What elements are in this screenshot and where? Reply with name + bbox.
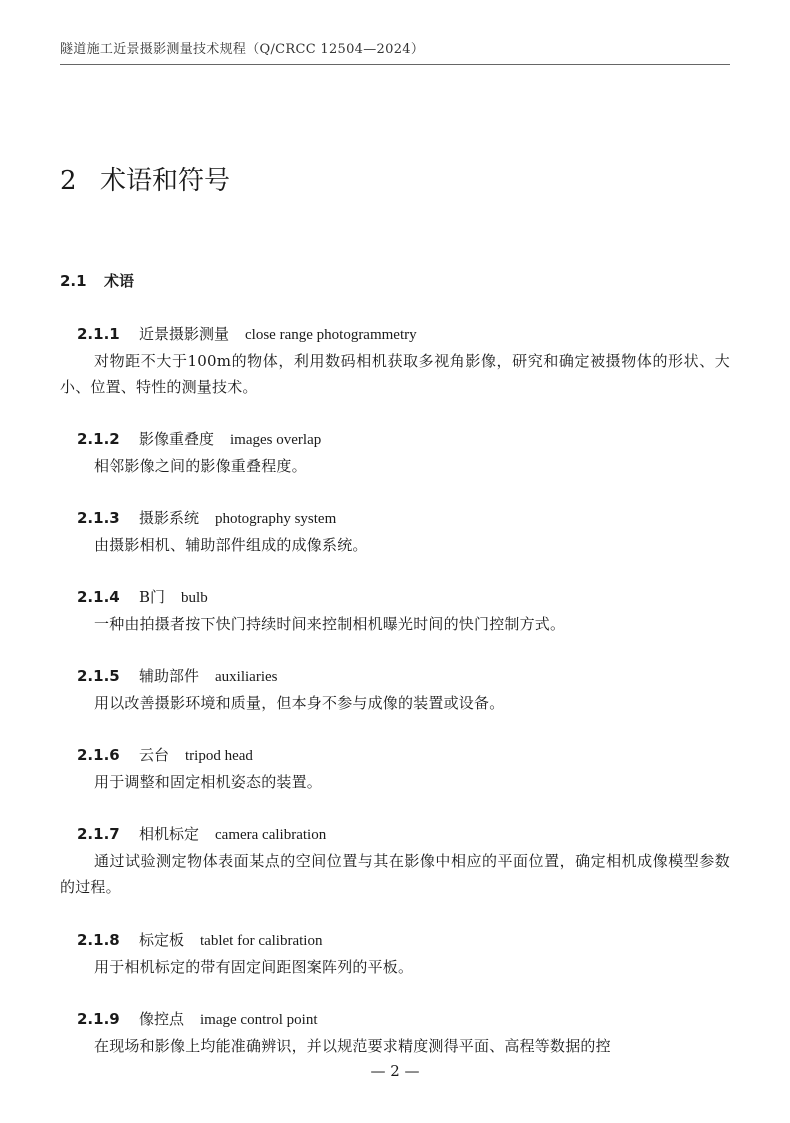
term-number: 2.1.8 [77, 931, 120, 949]
term-entry [60, 743, 730, 795]
term-definition: 用于相机标定的带有固定间距图案阵列的平板。 [94, 958, 414, 976]
term-definition: 由摄影相机、辅助部件组成的成像系统。 [94, 536, 368, 554]
term-number: 2.1.9 [77, 1010, 120, 1028]
term-definition: 通过试验测定物体表面某点的空间位置与其在影像中相应的平面位置，确定相机成像模型参数的过程。 [60, 852, 730, 896]
running-header: 隧道施工近景摄影测量技术规程（Q/CRCC 12504—2024） [60, 42, 425, 57]
term-english: close range photogrammetry [245, 327, 417, 343]
term-definition: 用以改善摄影环境和质量，但本身不参与成像的装置或设备。 [94, 694, 505, 712]
section-title: 术语 [104, 272, 135, 290]
term-entry [60, 506, 730, 558]
term-chinese: 相机标定 [139, 825, 200, 843]
term-entry [60, 427, 730, 479]
page-number: — 2 — [370, 1062, 420, 1080]
term-english: tripod head [185, 748, 253, 764]
chapter-number: 2 [60, 166, 77, 196]
term-definition: 在现场和影像上均能准确辨识，并以规范要求精度测得平面、高程等数据的控 [94, 1037, 611, 1055]
term-english: images overlap [230, 432, 322, 448]
term-chinese: 标定板 [139, 931, 185, 949]
term-number: 2.1.3 [77, 509, 120, 527]
term-number: 2.1.7 [77, 825, 120, 843]
term-number: 2.1.2 [77, 430, 120, 448]
term-chinese: 辅助部件 [139, 667, 200, 685]
section-number: 2.1 [60, 272, 87, 290]
term-entry [60, 928, 730, 980]
term-entry [60, 585, 730, 637]
term-entry [60, 822, 730, 900]
term-definition: 相邻影像之间的影像重叠程度。 [94, 457, 307, 475]
term-chinese: 影像重叠度 [139, 430, 215, 448]
term-english: tablet for calibration [200, 933, 323, 949]
term-english: auxiliaries [215, 669, 278, 685]
term-chinese: 像控点 [139, 1010, 185, 1028]
term-number: 2.1.1 [77, 325, 120, 343]
term-english: camera calibration [215, 827, 327, 843]
term-english: bulb [181, 590, 208, 606]
header-rule [60, 64, 730, 65]
term-number: 2.1.5 [77, 667, 120, 685]
term-chinese: 摄影系统 [139, 509, 200, 527]
term-definition: 对物距不大于100m的物体，利用数码相机获取多视角影像，研究和确定被摄物体的形状、大小、位置、特性的测量技术。 [60, 352, 730, 396]
term-english: image control point [200, 1012, 318, 1028]
term-chinese: 近景摄影测量 [139, 325, 230, 343]
term-entry [60, 1007, 730, 1059]
term-entry [60, 322, 730, 400]
term-number: 2.1.6 [77, 746, 120, 764]
section-heading [60, 270, 134, 291]
term-english: photography system [215, 511, 337, 527]
term-number: 2.1.4 [77, 588, 120, 606]
chapter-heading [60, 160, 230, 197]
term-definition: 一种由拍摄者按下快门持续时间来控制相机曝光时间的快门控制方式。 [94, 615, 566, 633]
chapter-title: 术语和符号 [100, 166, 231, 196]
term-chinese: 云台 [139, 746, 170, 764]
term-chinese: B门 [139, 588, 166, 606]
term-definition: 用于调整和固定相机姿态的装置。 [94, 773, 323, 791]
term-entry [60, 664, 730, 716]
